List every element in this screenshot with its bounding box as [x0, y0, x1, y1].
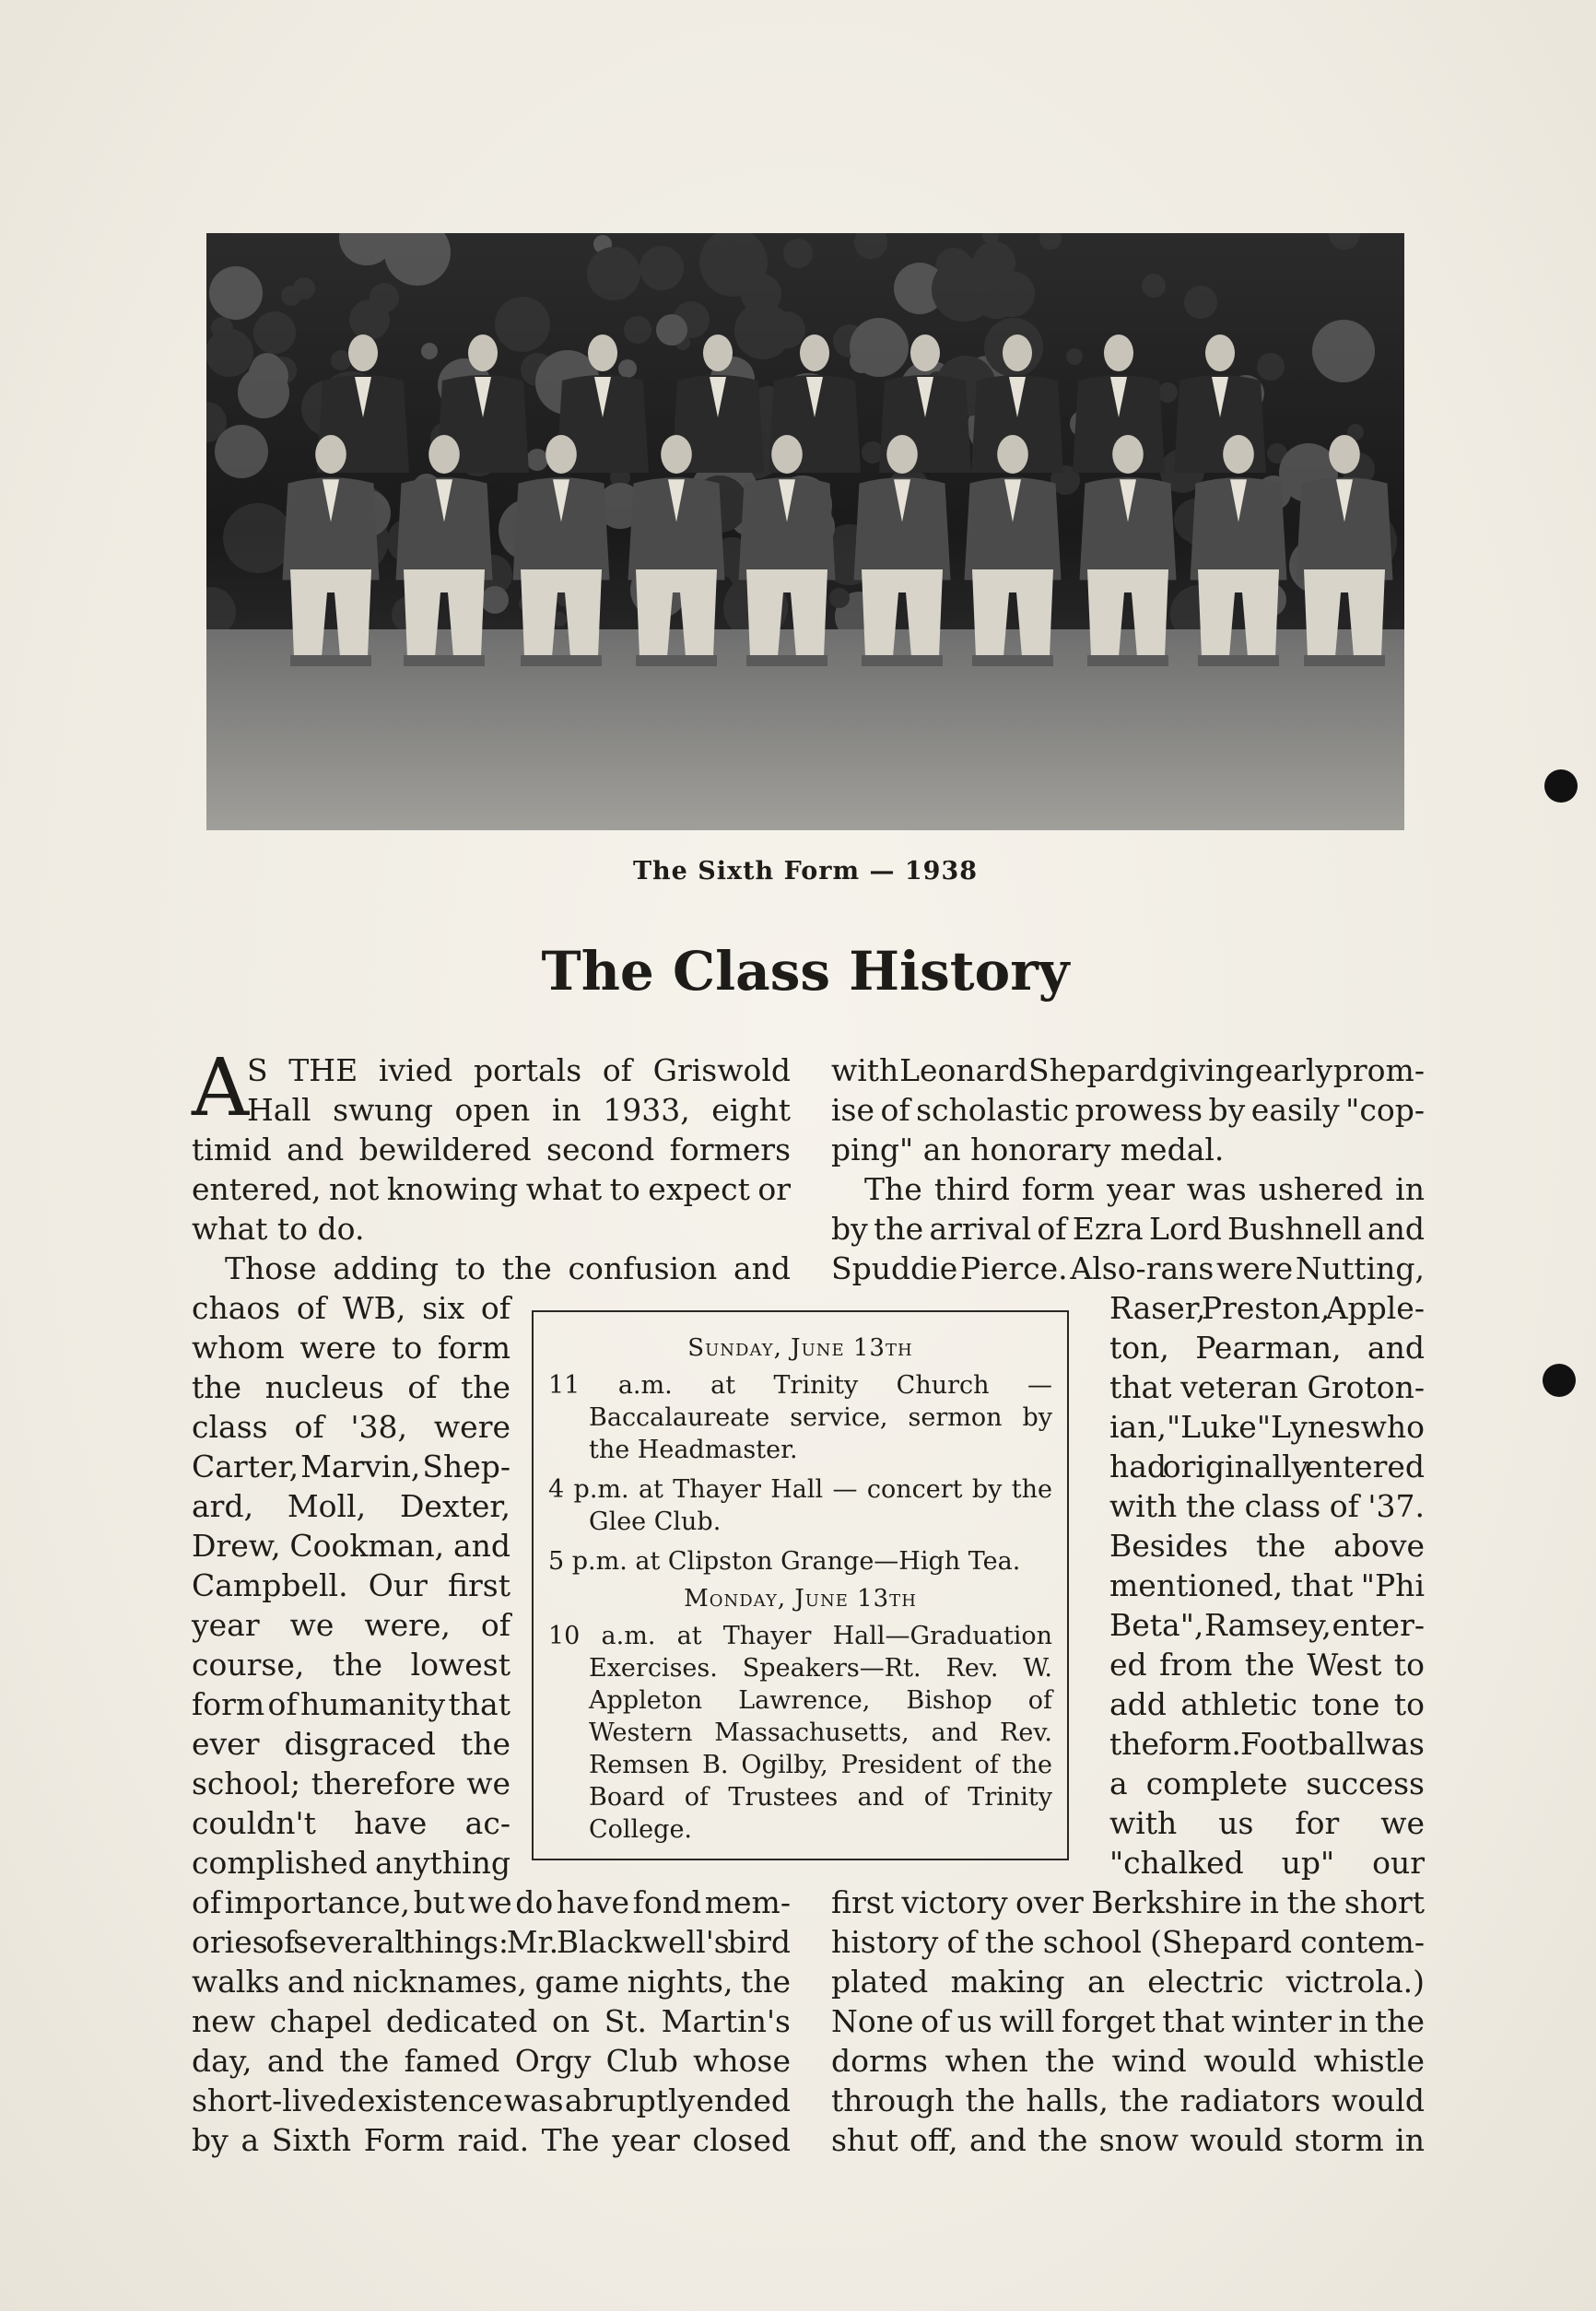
text-line: "chalked up" our: [1109, 1845, 1425, 1881]
foliage-blob: [829, 588, 850, 608]
text-line: Drew, Cookman, and: [192, 1528, 510, 1564]
text-line: Spuddie Pierce. Also-rans were Nutting,: [831, 1250, 1425, 1286]
text-line: new chapel dedicated on St. Martin's: [192, 2003, 791, 2039]
text-line: the nucleus of the: [192, 1369, 510, 1405]
text-line: Hall swung open in 1933, eight: [247, 1092, 791, 1128]
text-line: ories of several things: Mr. Blackwell's bird: [192, 1924, 791, 1960]
text-line: of importance, but we do have fond mem-: [192, 1884, 791, 1920]
schedule-item: 11 a.m. at Trinity Church — Baccalaureate service, sermon by the Headmaster.: [548, 1371, 1052, 1464]
foliage-blob: [1184, 286, 1217, 319]
photo-caption: The Sixth Form — 1938: [632, 857, 979, 886]
text-line: Raser, Preston, Apple-: [1109, 1290, 1425, 1326]
foliage-blob: [1066, 348, 1083, 365]
text-line: Those adding to the confusion and: [225, 1250, 791, 1286]
foliage-blob: [331, 350, 351, 370]
text-line: by a Sixth Form raid. The year closed: [192, 2122, 791, 2158]
foliage-blob: [495, 297, 550, 352]
text-line: add athletic tone to: [1109, 1686, 1425, 1722]
text-line: through the halls, the radiators would: [831, 2082, 1425, 2118]
foliage-blob: [624, 316, 651, 344]
foliage-blob: [656, 314, 687, 346]
binder-hole-mark: [1544, 769, 1578, 803]
schedule-item: 10 a.m. at Thayer Hall—Graduation Exercises. Speakers—Rt. Rev. W. Appleton Lawrence, Bishop of Western Massachusetts, and Rev. Remsen B. Ogilby, President of the Board of Trustees and of Trinity College.: [548, 1622, 1052, 1844]
foliage-blob: [932, 257, 996, 322]
text-line: year we were, of: [192, 1607, 510, 1643]
text-line: walks and nicknames, game nights, the: [192, 1964, 791, 2000]
foliage-blob: [783, 239, 813, 268]
foliage-blob: [370, 283, 399, 312]
foliage-blob: [209, 266, 263, 320]
text-line: complished anything: [192, 1845, 510, 1881]
sunday-heading: Sunday, June 13th: [687, 1334, 913, 1362]
text-line: ise of scholastic prowess by easily "cop-: [831, 1092, 1425, 1128]
foliage-blob: [1157, 382, 1178, 403]
foliage-blob: [734, 302, 792, 359]
foliage-blob: [281, 286, 301, 306]
text-line: class of '38, were: [192, 1409, 510, 1445]
text-line: day, and the famed Orgy Club whose: [192, 2043, 791, 2079]
text-line: chaos of WB, six of: [192, 1290, 510, 1326]
text-line: school; therefore we: [192, 1766, 510, 1801]
text-line: Campbell. Our first: [192, 1567, 510, 1603]
foliage-blob: [1312, 320, 1375, 382]
foliage-blob: [223, 503, 293, 573]
text-line: dorms when the wind would whistle: [831, 2043, 1425, 2079]
text-line: ed from the West to: [1109, 1647, 1425, 1683]
foliage-blob: [421, 343, 438, 359]
text-line: Beta", Ramsey, enter-: [1109, 1607, 1425, 1643]
text-line: None of us will forget that winter in the: [831, 2003, 1425, 2039]
text-line: history of the school (Shepard contem-: [831, 1924, 1425, 1960]
text-line: with us for we: [1109, 1805, 1425, 1841]
text-line: first victory over Berkshire in the short: [831, 1884, 1425, 1920]
text-line: plated making an electric victrola.): [831, 1964, 1425, 2000]
text-line: course, the lowest: [192, 1647, 510, 1683]
text-line: Besides the above: [1109, 1528, 1425, 1564]
text-line: timid and bewildered second formers: [192, 1132, 791, 1167]
foliage-blob: [215, 425, 268, 478]
foliage-blob: [850, 318, 909, 377]
text-line: form of humanity that: [192, 1686, 510, 1722]
schedule-item: 4 p.m. at Thayer Hall — concert by the Glee Club.: [548, 1475, 1052, 1536]
text-line: couldn't have ac-: [192, 1805, 510, 1841]
text-line: mentioned, that "Phi: [1109, 1567, 1425, 1603]
article-title: The Class History: [541, 940, 1070, 1003]
monday-heading: Monday, June 13th: [684, 1585, 917, 1613]
foliage-blob: [1142, 274, 1166, 298]
drop-cap: A: [192, 1042, 250, 1134]
text-line: with Leonard Shepard giving early prom-: [831, 1052, 1425, 1088]
class-photograph: [206, 233, 1404, 830]
schedule-item: 5 p.m. at Clipston Grange—High Tea.: [548, 1547, 1021, 1576]
text-line: Carter, Marvin, Shep-: [192, 1449, 510, 1484]
commencement-schedule-box: [532, 1310, 1069, 1860]
text-line: short-lived existence was abruptly ended: [192, 2082, 791, 2118]
text-line: ard, Moll, Dexter,: [192, 1488, 510, 1524]
foliage-blob: [618, 359, 637, 378]
text-line: what to do.: [192, 1211, 365, 1247]
text-line: ton, Pearman, and: [1109, 1330, 1425, 1366]
foliage-blob: [253, 311, 296, 354]
text-line: shut off, and the snow would storm in: [831, 2122, 1425, 2158]
text-line: had originally entered: [1109, 1449, 1425, 1484]
foliage-blob: [481, 586, 509, 614]
foliage-blob: [526, 449, 548, 471]
foliage-blob: [211, 317, 233, 339]
text-line: ian, "Luke" Lynes who: [1109, 1409, 1425, 1445]
foliage-blob: [206, 329, 253, 377]
text-line: with the class of '37.: [1109, 1488, 1425, 1524]
foliage-blob: [640, 246, 684, 290]
text-line: that veteran Groton-: [1109, 1369, 1425, 1405]
binder-hole-mark: [1543, 1364, 1576, 1397]
text-line: a complete success: [1109, 1766, 1425, 1801]
text-line: ping" an honorary medal.: [831, 1132, 1225, 1167]
text-line: whom were to form: [192, 1330, 510, 1366]
foliage-blob: [251, 353, 284, 386]
text-line: The third form year was ushered in: [864, 1171, 1425, 1207]
text-line: entered, not knowing what to expect or: [192, 1171, 791, 1207]
text-line: ever disgraced the: [192, 1726, 510, 1762]
foliage-blob: [587, 247, 640, 300]
text-line: by the arrival of Ezra Lord Bushnell and: [831, 1211, 1425, 1247]
text-line: S THE ivied portals of Griswold: [247, 1052, 791, 1088]
text-line: the form. Football was: [1109, 1726, 1425, 1762]
foliage-blob: [1257, 353, 1285, 381]
